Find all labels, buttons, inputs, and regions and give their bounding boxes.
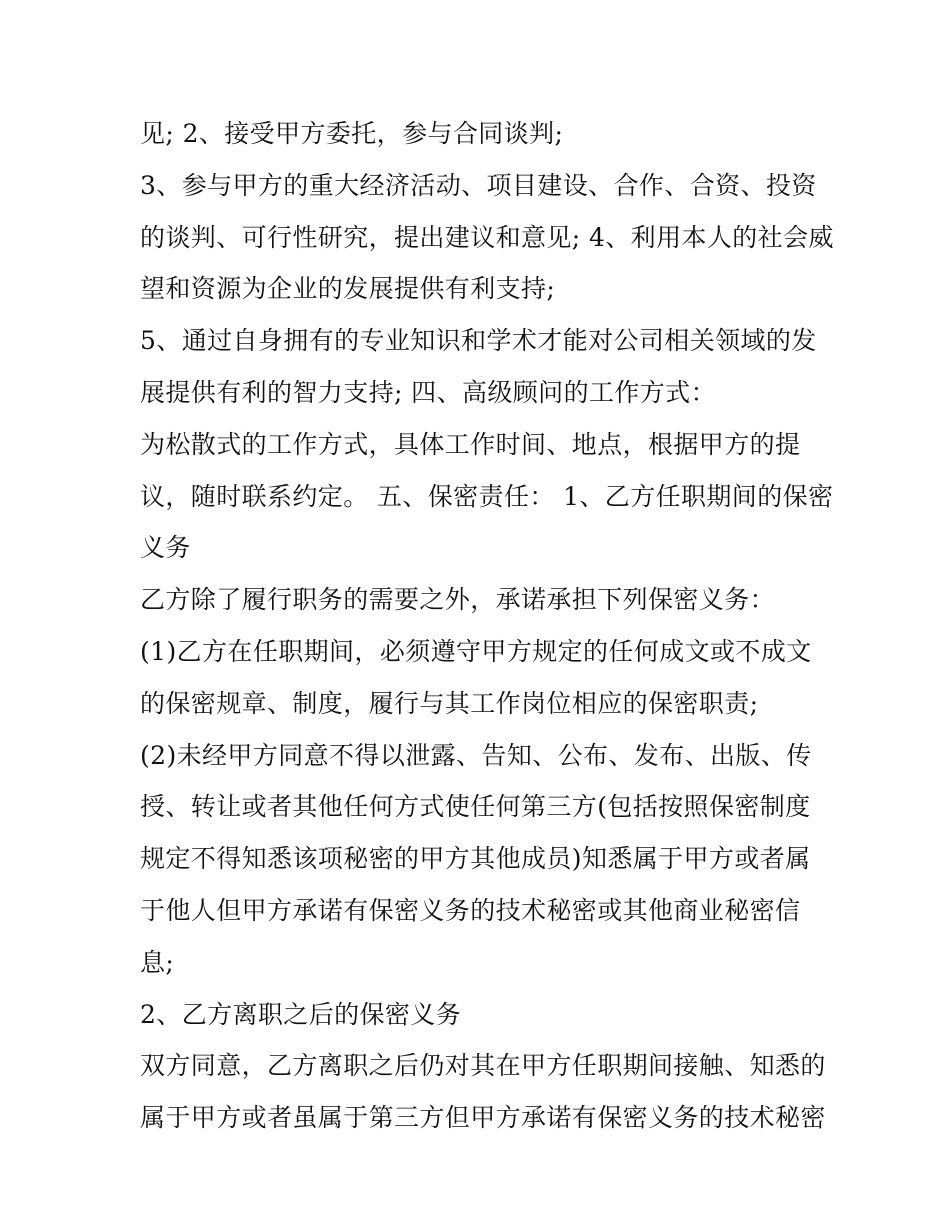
- document-body: [140, 108, 834, 1144]
- text-line: 义务: [140, 533, 191, 563]
- text-line: 2、乙方离职之后的保密义务: [140, 999, 462, 1029]
- text-line: 授、转让或者其他任何方式使任何第三方(包括按照保密制度: [140, 792, 811, 822]
- text-line: 属于甲方或者虽属于第三方但甲方承诺有保密义务的技术秘密: [140, 1103, 826, 1133]
- text-line: 展提供有利的智力支持; 四、高级顾问的工作方式：: [140, 377, 716, 407]
- text-line: 议，随时联系约定。 五、保密责任： 1、乙方任职期间的保密: [140, 481, 834, 511]
- text-line: 的谈判、可行性研究，提出建议和意见; 4、利用本人的社会威: [140, 222, 834, 252]
- text-line: 的保密规章、制度，履行与其工作岗位相应的保密职责;: [140, 688, 759, 718]
- text-line: 5、通过自身拥有的专业知识和学术才能对公司相关领域的发: [140, 326, 817, 356]
- text-line: 见; 2、接受甲方委托，参与合同谈判;: [140, 119, 564, 148]
- text-line: 双方同意，乙方离职之后仍对其在甲方任职期间接触、知悉的: [140, 1051, 826, 1081]
- text-line: 为松散式的工作方式，具体工作时间、地点，根据甲方的提: [140, 429, 801, 459]
- text-line: (2)未经甲方同意不得以泄露、告知、公布、发布、出版、传: [140, 740, 812, 770]
- text-line: (1)乙方在任职期间，必须遵守甲方规定的任何成文或不成文: [140, 636, 812, 666]
- text-line: 于他人但甲方承诺有保密义务的技术秘密或其他商业秘密信: [140, 895, 801, 925]
- text-line: 规定不得知悉该项秘密的甲方其他成员)知悉属于甲方或者属: [140, 844, 811, 874]
- text-line: 息;: [140, 947, 175, 977]
- text-line: 3、参与甲方的重大经济活动、项目建设、合作、合资、投资: [140, 170, 817, 200]
- text-line: 望和资源为企业的发展提供有利支持;: [140, 274, 556, 304]
- text-line: 乙方除了履行职务的需要之外，承诺承担下列保密义务：: [140, 585, 776, 615]
